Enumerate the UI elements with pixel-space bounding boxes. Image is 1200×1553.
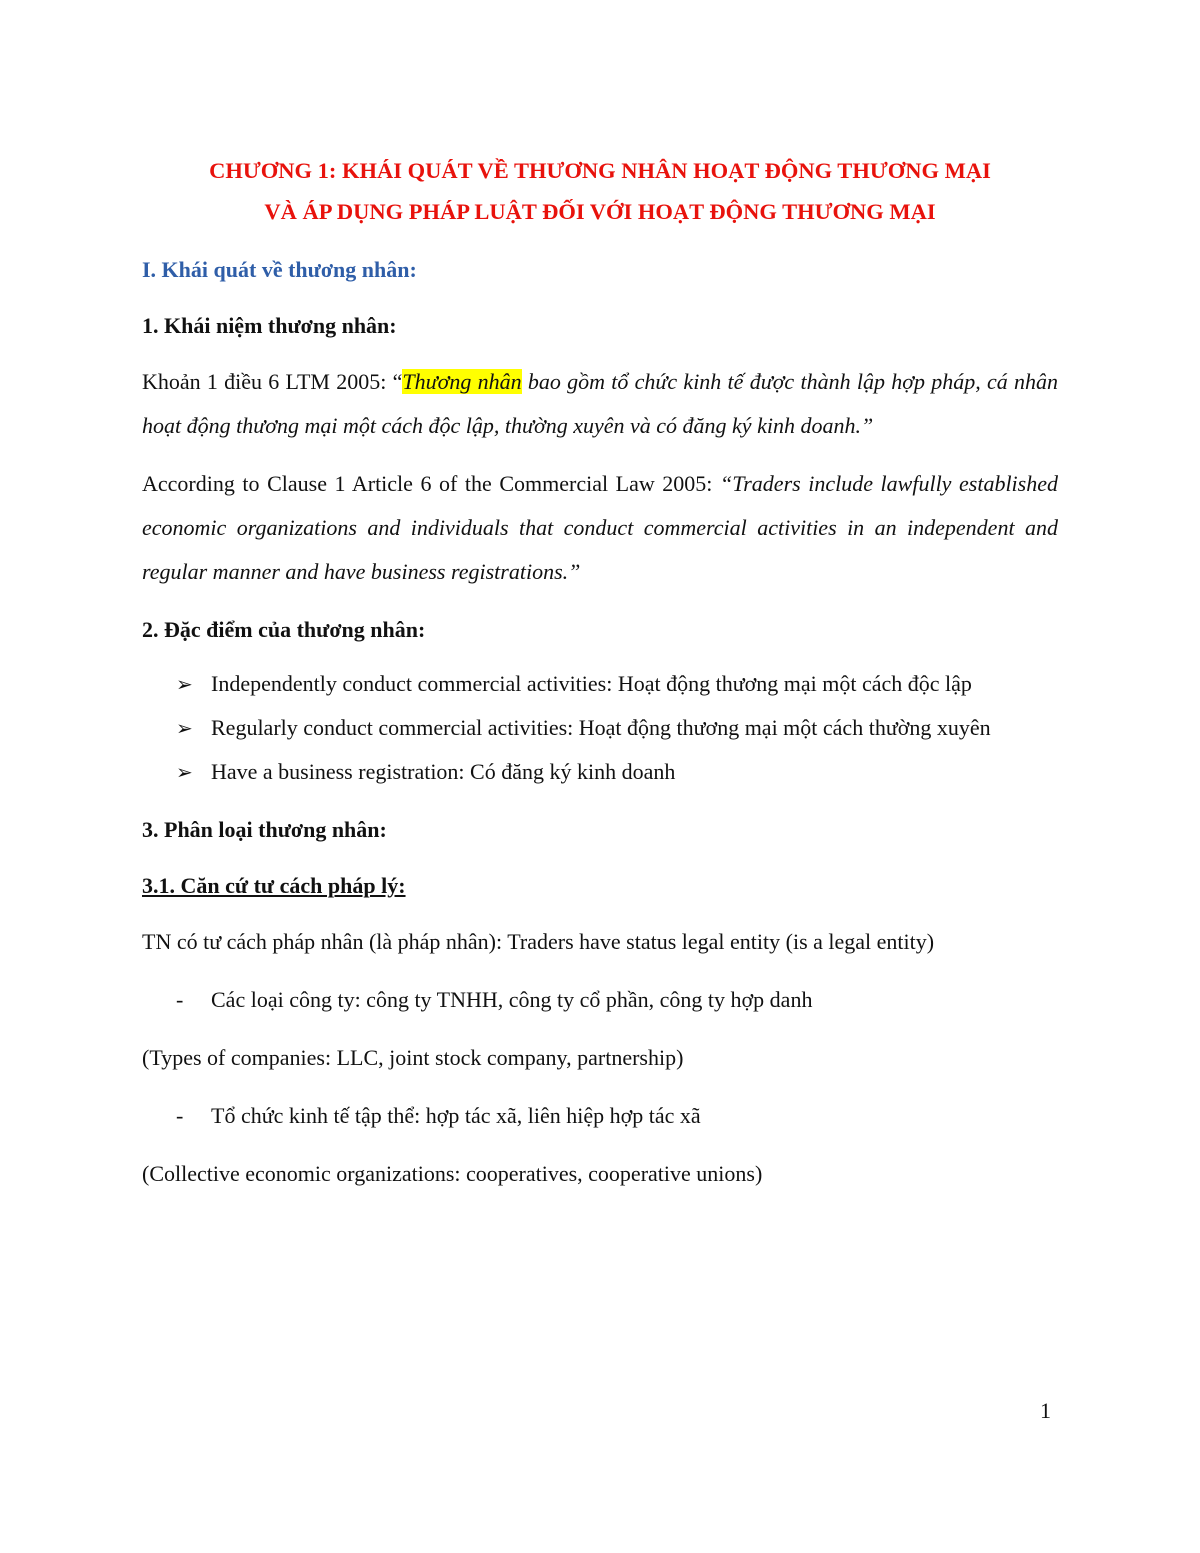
list-item-text: Have a business registration: Có đăng ký kinh doanh <box>211 759 676 784</box>
list-item <box>142 706 1058 750</box>
dash-bullet-icon: - <box>176 1103 184 1128</box>
section-title: I. Khái quát về thương nhân: <box>142 257 417 282</box>
page-content <box>142 150 1058 1196</box>
classification-subheading: 3.1. Căn cứ tư cách pháp lý: <box>142 873 406 898</box>
chapter-title <box>142 150 1058 232</box>
list-item <box>142 978 1058 1022</box>
chapter-title-line-1: CHƯƠNG 1: KHÁI QUÁT VỀ THƯƠNG NHÂN HOẠT ĐỘNG THƯƠNG MẠI <box>209 158 991 183</box>
arrow-bullet-icon: ➢ <box>176 672 193 696</box>
characteristics-heading: 2. Đặc điểm của thương nhân: <box>142 617 426 642</box>
list-item <box>142 1094 1058 1138</box>
concept-en-quote: “Traders include lawfully established economic organizations and individuals that conduct commercial activities in an independent and regular manner and have business registrations.” <box>142 471 1058 584</box>
arrow-bullet-icon: ➢ <box>176 716 193 740</box>
list-item-text: Regularly conduct commercial activities: Hoạt động thương mại một cách thường xuyên <box>211 715 991 740</box>
concept-english-paragraph <box>142 462 1058 594</box>
companies-translation: (Types of companies: LLC, joint stock company, partnership) <box>142 1045 684 1070</box>
dash-bullet-icon: - <box>176 987 184 1012</box>
concept-en-prefix: According to Clause 1 Article 6 of the Commercial Law 2005: <box>142 471 720 496</box>
chapter-title-line-2: VÀ ÁP DỤNG PHÁP LUẬT ĐỐI VỚI HOẠT ĐỘNG THƯƠNG MẠI <box>264 199 936 224</box>
concept-heading: 1. Khái niệm thương nhân: <box>142 313 397 338</box>
legal-entity-intro: TN có tư cách pháp nhân (là pháp nhân): Traders have status legal entity (is a legal entity) <box>142 929 935 954</box>
arrow-bullet-icon: ➢ <box>176 760 193 784</box>
collective-translation: (Collective economic organizations: cooperatives, cooperative unions) <box>142 1161 763 1186</box>
page-number: 1 <box>1040 1398 1051 1423</box>
concept-vi-rest: bao gồm tổ chức kinh tế được thành lập hợp pháp, cá nhân hoạt động thương mại một cách độc lập, thường xuyên và có đăng ký kinh doanh.” <box>142 369 1058 438</box>
classification-heading: 3. Phân loại thương nhân: <box>142 817 387 842</box>
characteristics-list <box>142 662 1058 794</box>
concept-vi-prefix: Khoản 1 điều 6 LTM 2005: “ <box>142 369 403 394</box>
list-item-text: Tổ chức kinh tế tập thể: hợp tác xã, liên hiệp hợp tác xã <box>211 1103 701 1128</box>
list-item <box>142 750 1058 794</box>
highlighted-term: Thương nhân <box>402 369 522 394</box>
list-item-text: Independently conduct commercial activities: Hoạt động thương mại một cách độc lập <box>211 671 972 696</box>
concept-vietnamese-paragraph <box>142 360 1058 448</box>
list-item-text: Các loại công ty: công ty TNHH, công ty cổ phần, công ty hợp danh <box>211 987 813 1012</box>
list-item <box>142 662 1058 706</box>
